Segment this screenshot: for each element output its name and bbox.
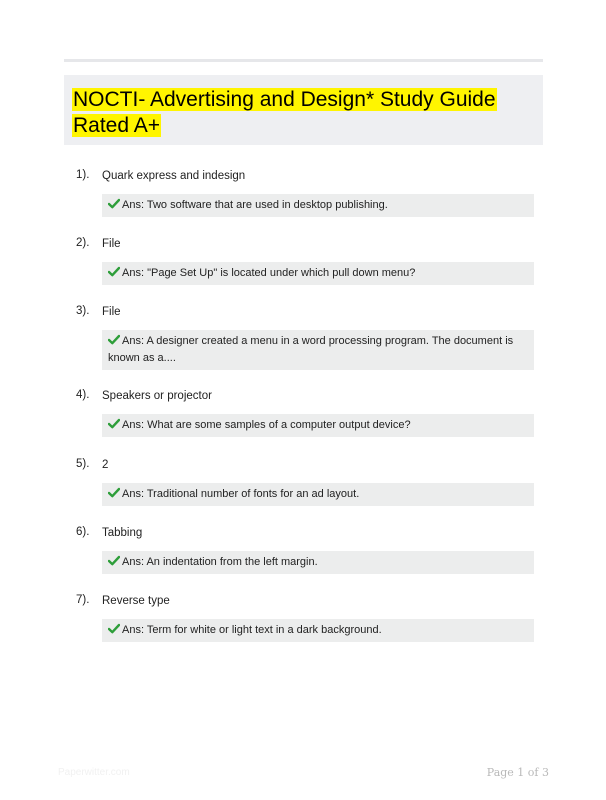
answer-text: "Page Set Up" is located under which pull down menu? [147, 267, 416, 279]
item-number: 3). [76, 305, 90, 317]
answer-text: Term for white or light text in a dark background. [146, 624, 382, 636]
item-question: Quark express and indesign [102, 170, 246, 182]
answer-text: Traditional number of fonts for an ad layout. [146, 488, 360, 500]
item-number: 5). [76, 458, 90, 470]
check-icon [108, 487, 120, 498]
item-number: 1). [76, 169, 90, 181]
check-icon [108, 266, 120, 277]
answer-prefix: Ans: [122, 267, 145, 279]
footer-watermark: Paperwitter.com [58, 767, 130, 778]
answer-text: Two software that are used in desktop publishing. [146, 199, 388, 211]
answer-prefix: Ans: [122, 556, 145, 568]
check-icon [108, 555, 120, 566]
item-number: 7). [76, 594, 90, 606]
item-question: File [102, 306, 121, 318]
answer-prefix: Ans: [122, 488, 145, 500]
item-number: 4). [76, 389, 90, 401]
item-question: Tabbing [102, 527, 143, 539]
check-icon [108, 334, 120, 345]
item-question: File [102, 238, 121, 250]
item-answer [102, 330, 534, 370]
answer-prefix: Ans: [122, 199, 145, 211]
answer-text: What are some samples of a computer output device? [147, 419, 411, 431]
page-title [72, 87, 535, 139]
page-title-text: NOCTI- Advertising and Design* Study Guide Rated A+ [73, 88, 496, 137]
check-icon [108, 623, 120, 634]
item-question: Speakers or projector [102, 390, 212, 402]
item-answer [102, 619, 534, 642]
check-icon [108, 418, 120, 429]
title-banner [64, 75, 543, 145]
item-answer [102, 262, 534, 285]
item-answer [102, 483, 534, 506]
page-number: Page 1 of 3 [486, 766, 549, 779]
item-answer [102, 194, 534, 217]
top-divider [64, 59, 543, 62]
answer-text: A designer created a menu in a word processing program. The document is known as a.... [108, 335, 514, 364]
check-icon [108, 198, 120, 209]
item-answer [102, 414, 534, 437]
answer-prefix: Ans: [122, 419, 145, 431]
item-answer [102, 551, 534, 574]
item-question: 2 [102, 459, 109, 471]
item-number: 2). [76, 237, 90, 249]
item-number: 6). [76, 526, 90, 538]
item-question: Reverse type [102, 595, 170, 607]
answer-prefix: Ans: [122, 335, 145, 347]
answer-text: An indentation from the left margin. [146, 556, 318, 568]
answer-prefix: Ans: [122, 624, 145, 636]
